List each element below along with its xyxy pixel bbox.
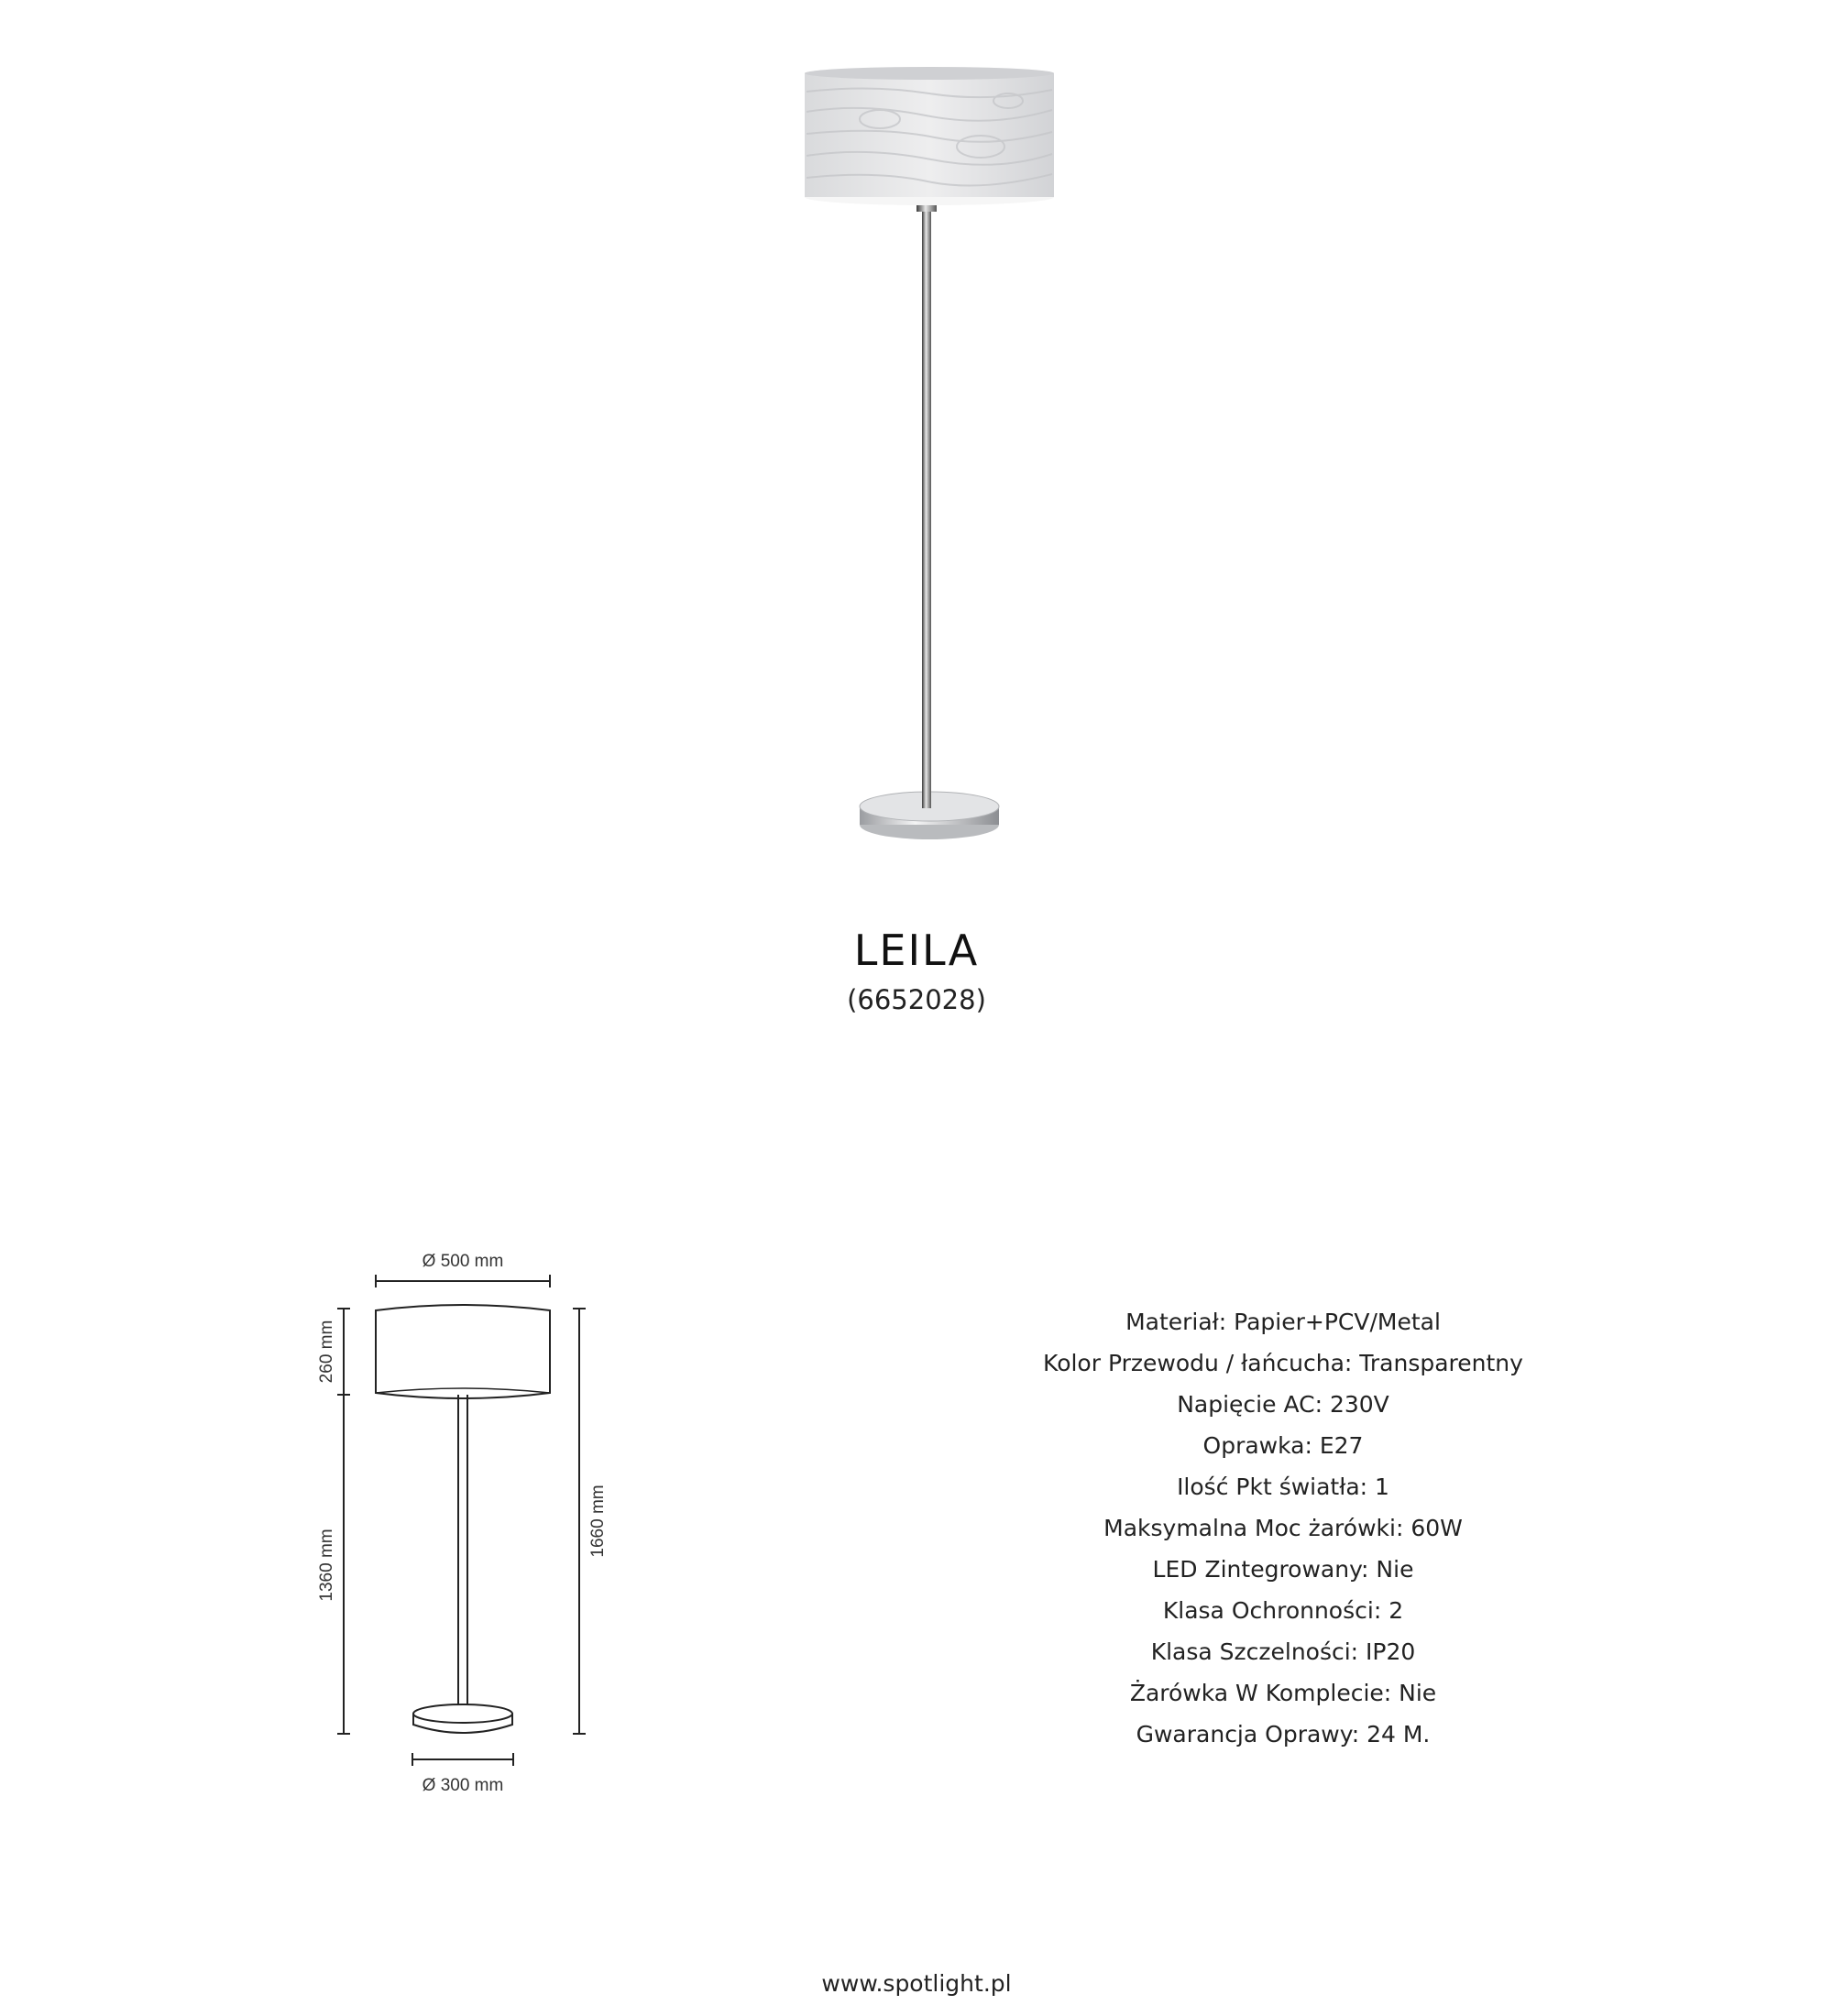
website-link[interactable]: www.spotlight.pl [821, 1970, 1012, 1997]
product-photo [0, 0, 1833, 880]
shade-outline [376, 1305, 550, 1398]
product-name: LEILA [853, 926, 980, 975]
base-outline [413, 1704, 512, 1723]
shade-height-label: 260 mm [317, 1320, 336, 1384]
spec-socket: Oprawka: E27 [1202, 1432, 1364, 1459]
spec-bulb-included: Żarówka W Komplecie: Nie [1129, 1680, 1437, 1706]
spec-warranty: Gwarancja Oprawy: 24 M. [1136, 1721, 1431, 1748]
stem-height-label: 1360 mm [317, 1528, 336, 1602]
base-diameter-label: Ø 300 mm [422, 1776, 504, 1795]
spec-integrated-led: LED Zintegrowany: Nie [1152, 1556, 1414, 1583]
spec-cable-color: Kolor Przewodu / łańcucha: Transparentny [1043, 1350, 1523, 1376]
spec-light-points: Ilość Pkt światła: 1 [1177, 1474, 1389, 1500]
floor-lamp-image [805, 67, 1054, 839]
spec-max-power: Maksymalna Moc żarówki: 60W [1103, 1515, 1463, 1541]
spec-voltage: Napięcie AC: 230V [1177, 1391, 1389, 1418]
product-code: (6652028) [847, 984, 986, 1015]
spec-material: Materiał: Papier+PCV/Metal [1125, 1309, 1441, 1335]
dimension-drawing [275, 1219, 660, 1805]
shade-diameter-label: Ø 500 mm [422, 1252, 504, 1271]
total-height-label: 1660 mm [588, 1485, 608, 1558]
spec-protection-class: Klasa Ochronności: 2 [1162, 1597, 1404, 1624]
spec-list [916, 1301, 1650, 1755]
spec-ip-rating: Klasa Szczelności: IP20 [1150, 1638, 1416, 1665]
